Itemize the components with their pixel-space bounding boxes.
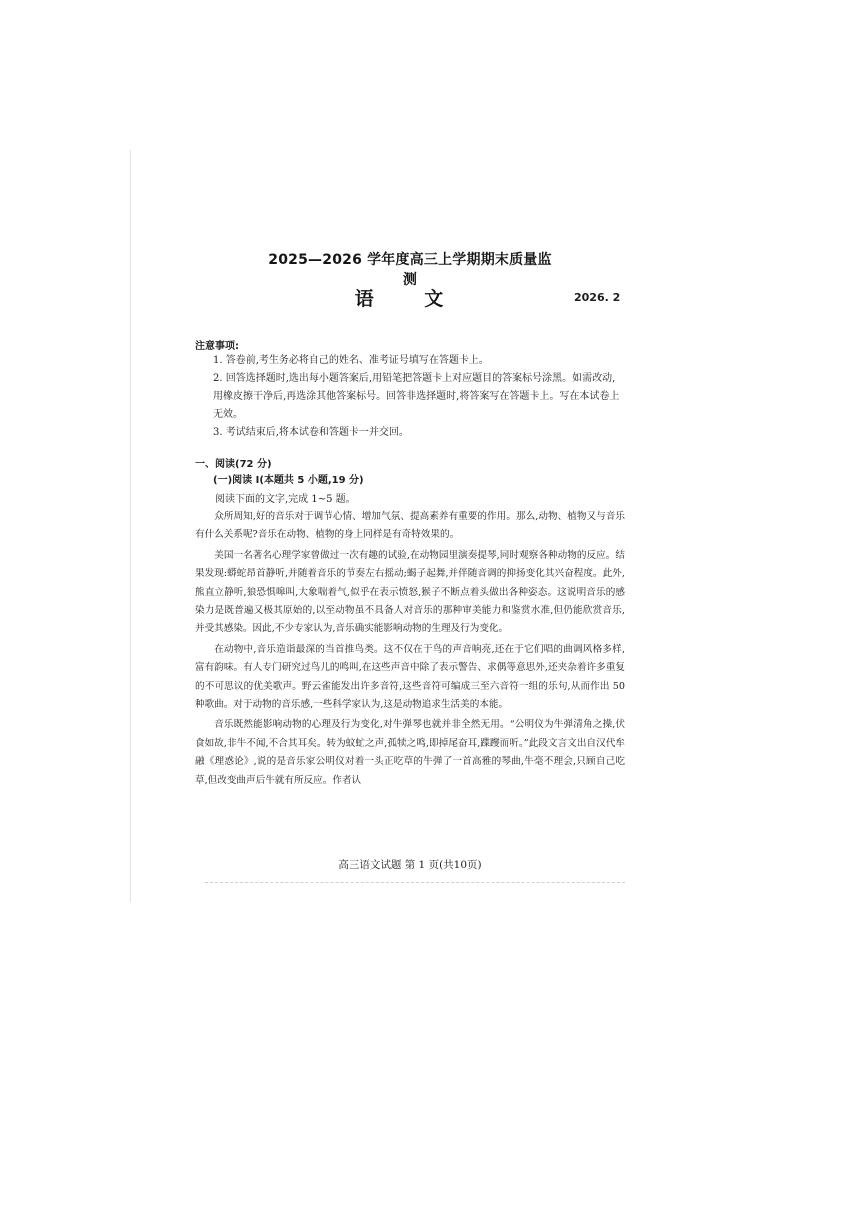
passage-paragraph-3: 在动物中,音乐造诣最深的当首推鸟类。这不仅在于鸟的声音响亮,还在于它们唱的曲调风格多样,富有韵味。有人专门研究过鸟儿的鸣叫,在这些声音中除了表示警告、求偶等意思外,还夹杂着许多重复的不可思议的优美歌声。野云雀能发出许多音符,这些音符可编成三至六音符一组的乐句,从而作出 50 种歌曲。对于动物的音乐感,一些科学家认为,这是动物追求生活美的本能。 [195,643,625,711]
passage-paragraph-2: 美国一名著名心理学家曾做过一次有趣的试验,在动物园里演奏提琴,同时观察各种动物的反应。结果发现:蟒蛇昂首静听,并随着音乐的节奏左右摇动;蝎子起舞,并伴随音调的抑扬变化其兴奋程度。此外,熊直立静听,狼恐惧嗥叫,大象喘着气,似乎在表示愤怒,猴子不断点着头做出各种姿态。这说明音乐的感染力是既普遍又极其原始的,以至动物虽不具备人对音乐的那种审美能力和鉴赏水准,但仍能欣赏音乐,并受其感染。因此,不少专家认为,音乐确实能影响动物的生理及行为变化。 [195,549,625,635]
notice-item-3: 3. 考试结束后,将本试卷和答题卡一并交回。 [213,427,409,438]
subsection-heading: (一)阅读 I(本题共 5 小题,19 分) [213,475,364,486]
exam-date: 2026. 2 [574,291,621,304]
subject-title: 语 文 [354,288,466,310]
footer-divider [205,882,625,883]
scan-edge-line [130,150,131,902]
notice-item-1: 1. 答卷前,考生务必将自己的姓名、准考证号填写在答题卡上。 [213,355,489,366]
notice-item-2: 2. 回答选择题时,选出每小题答案后,用铅笔把答题卡上对应题目的答案标号涂黑。如需改动,用橡皮擦干净后,再选涂其他答案标号。回答非选择题时,将答案写在答题卡上。写在本试卷上无效。 [213,373,620,420]
page-footer: 高三语文试题 第 1 页(共10页) [338,859,482,871]
notice-heading: 注意事项: [195,341,239,352]
passage-paragraph-4: 音乐既然能影响动物的心理及行为变化,对牛弹琴也就并非全然无用。“公明仪为牛弹清角之操,伏食如故,非牛不闻,不合其耳矣。转为蚊虻之声,孤犊之鸣,即掉尾奋耳,蹀躞而听。”此段文言文出自汉代牟融《理惑论》,说的是音乐家公明仪对着一头正吃草的牛弹了一首高雅的琴曲,牛毫不理会,只顾自己吃草,但改变曲声后牛就有所反应。作者认 [195,719,625,786]
notice-list [213,352,623,442]
reading-instruction: 阅读下面的文字,完成 1~5 题。 [215,494,356,505]
passage-paragraph-1: 众所周知,好的音乐对于调节心情、增加气氛、提高素养有重要的作用。那么,动物、植物又与音乐有什么关系呢?音乐在动物、植物的身上同样是有奇特效果的。 [195,511,625,541]
reading-passage [195,508,625,792]
section-heading: 一、阅读(72 分) [195,459,272,470]
exam-title: 2025—2026 学年度高三上学期期末质量监测 [268,252,552,288]
